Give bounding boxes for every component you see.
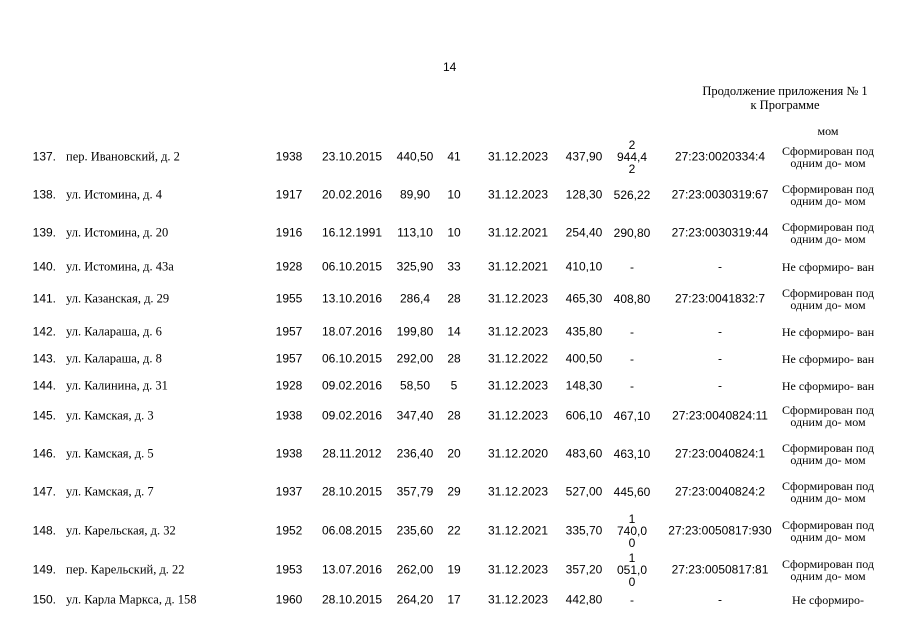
row-land-area: 467,10	[613, 409, 651, 423]
table-row	[0, 372, 905, 399]
row-status: Сформирован под одним до- мом	[781, 286, 875, 312]
row-deadline: 31.12.2021	[487, 225, 549, 240]
row-area-total: 606,10	[565, 408, 603, 423]
row-number: 146.	[32, 446, 56, 461]
row-year: 1938	[275, 149, 303, 164]
row-year: 1957	[275, 324, 303, 338]
row-cadastral-number: -	[718, 259, 722, 273]
row-land-area: 526,22	[613, 188, 651, 202]
table-row	[0, 176, 905, 214]
row-number: 140.	[32, 259, 56, 273]
row-number: 139.	[32, 225, 56, 240]
row-residents: 28	[447, 351, 461, 365]
row-land-area: 290,80	[613, 226, 651, 240]
table-row	[0, 138, 905, 176]
row-area: 440,50	[396, 149, 434, 164]
row-area-total: 410,10	[565, 259, 603, 273]
row-land-area: 1 740,0 0	[616, 512, 648, 550]
row-area-total: 335,70	[565, 523, 603, 538]
row-status: Не сформиро- ван	[781, 351, 875, 366]
row-date: 13.07.2016	[321, 562, 383, 577]
row-land-area: -	[630, 351, 634, 366]
row-year: 1917	[275, 187, 303, 202]
row-deadline: 31.12.2023	[487, 324, 549, 338]
row-date: 28.11.2012	[322, 446, 382, 461]
row-year: 1937	[275, 484, 303, 499]
row-residents: 29	[447, 484, 461, 499]
row-date: 09.02.2016	[321, 378, 383, 392]
row-cadastral-number: 27:23:0040824:11	[672, 408, 768, 423]
row-area-total: 148,30	[565, 378, 603, 392]
row-deadline: 31.12.2022	[487, 351, 549, 365]
row-land-area: -	[630, 378, 634, 393]
row-deadline: 31.12.2023	[487, 592, 549, 607]
row-area-total: 483,60	[565, 446, 603, 461]
row-date: 06.10.2015	[321, 259, 383, 273]
row-area-total: 254,40	[565, 225, 603, 240]
row-address: ул. Карельская, д. 32	[66, 523, 176, 538]
row-year: 1955	[275, 291, 303, 306]
row-residents: 41	[447, 149, 461, 164]
table-row	[0, 435, 905, 473]
row-number: 141.	[32, 291, 56, 306]
row-number: 149.	[32, 562, 56, 577]
row-address: ул. Калараша, д. 6	[66, 324, 162, 338]
row-area-total: 465,30	[565, 291, 603, 306]
table-row	[0, 551, 905, 589]
row-number: 142.	[32, 324, 56, 338]
appendix-caption-line1: Продолжение приложения № 1	[702, 84, 868, 98]
row-deadline: 31.12.2021	[487, 259, 549, 273]
row-deadline: 31.12.2023	[487, 149, 549, 164]
carryover-status-text: мом	[817, 124, 839, 138]
table-row	[0, 214, 905, 252]
row-address: пер. Ивановский, д. 2	[66, 149, 180, 164]
table-row	[0, 318, 905, 345]
row-area: 235,60	[396, 523, 434, 538]
row-area: 113,10	[397, 225, 433, 240]
row-deadline: 31.12.2023	[487, 187, 549, 202]
row-status: Сформирован под одним до- мом	[781, 518, 875, 544]
appendix-caption-line2: к Программе	[750, 98, 820, 112]
row-address: пер. Карельский, д. 22	[66, 562, 185, 577]
table-row	[0, 511, 905, 551]
row-cadastral-number: 27:23:0020334:4	[674, 149, 766, 164]
row-cadastral-number: 27:23:0030319:44	[671, 225, 769, 240]
row-status: Не сформиро- ван	[781, 259, 875, 274]
row-status: Не сформиро- ван	[781, 324, 875, 339]
row-residents: 19	[447, 562, 461, 577]
row-number: 148.	[32, 523, 56, 538]
row-cadastral-number: -	[718, 351, 722, 365]
table-row	[0, 397, 905, 435]
row-residents: 17	[447, 592, 461, 607]
row-address: ул. Истомина, д. 4	[66, 187, 163, 202]
row-residents: 28	[447, 408, 461, 423]
row-land-area: 1 051,0 0	[616, 551, 648, 589]
row-date: 18.07.2016	[321, 324, 383, 338]
row-land-area: -	[630, 259, 634, 274]
row-address: ул. Карла Маркса, д. 158	[66, 592, 197, 607]
row-date: 16.12.1991	[321, 225, 383, 240]
row-area-total: 357,20	[565, 562, 603, 577]
row-status: Сформирован под одним до- мом	[781, 403, 875, 429]
row-area: 58,50	[399, 378, 431, 392]
page-number: 14	[443, 60, 457, 74]
row-area-total: 437,90	[565, 149, 603, 164]
row-cadastral-number: 27:23:0050817:81	[671, 562, 769, 577]
row-land-area: -	[630, 593, 634, 607]
row-year: 1938	[275, 446, 303, 461]
row-address: ул. Истомина, д. 20	[66, 225, 169, 240]
row-number: 150.	[32, 592, 56, 607]
row-status: Не сформиро- ван	[781, 378, 875, 393]
row-year: 1952	[275, 523, 303, 538]
row-address: ул. Калинина, д. 31	[66, 378, 168, 392]
row-land-area: 445,60	[613, 485, 651, 499]
row-deadline: 31.12.2023	[487, 562, 549, 577]
table-row	[0, 253, 905, 280]
row-cadastral-number: -	[718, 324, 722, 338]
row-cadastral-number: 27:23:0040824:1	[674, 446, 766, 461]
row-number: 143.	[32, 351, 56, 365]
row-deadline: 31.12.2020	[487, 446, 549, 461]
row-area: 325,90	[396, 259, 434, 273]
row-year: 1953	[275, 562, 303, 577]
row-status: Сформирован под одним до- мом	[781, 441, 875, 467]
table-row	[0, 590, 905, 610]
row-area: 357,79	[396, 484, 434, 499]
row-land-area: 408,80	[613, 292, 651, 306]
row-date: 23.10.2015	[321, 149, 383, 164]
row-status: Сформирован под одним до- мом	[781, 479, 875, 505]
row-cadastral-number: -	[718, 378, 722, 392]
row-address: ул. Камская, д. 3	[66, 408, 154, 423]
row-year: 1916	[275, 225, 303, 240]
row-deadline: 31.12.2023	[487, 408, 549, 423]
table-row	[0, 473, 905, 511]
row-year: 1928	[275, 259, 303, 273]
row-area-total: 442,80	[565, 592, 603, 607]
row-address: ул. Камская, д. 7	[66, 484, 154, 499]
row-area: 347,40	[396, 408, 434, 423]
row-residents: 28	[447, 291, 461, 306]
row-area-total: 435,80	[565, 324, 603, 338]
row-residents: 22	[447, 523, 461, 538]
row-number: 137.	[32, 149, 56, 164]
table-row	[0, 345, 905, 372]
row-area: 262,00	[396, 562, 434, 577]
row-year: 1957	[275, 351, 303, 365]
row-residents: 10	[447, 225, 461, 240]
row-cadastral-number: -	[718, 592, 722, 607]
row-date: 09.02.2016	[321, 408, 383, 423]
row-residents: 33	[447, 259, 461, 273]
row-area: 264,20	[396, 592, 434, 607]
table-row	[0, 280, 905, 318]
row-year: 1960	[275, 592, 303, 607]
row-deadline: 31.12.2023	[487, 378, 549, 392]
row-address: ул. Камская, д. 5	[66, 446, 154, 461]
row-date: 13.10.2016	[321, 291, 383, 306]
row-date: 20.02.2016	[321, 187, 383, 202]
row-area: 199,80	[396, 324, 434, 338]
row-area-total: 527,00	[565, 484, 603, 499]
row-status: Сформирован под одним до- мом	[781, 557, 875, 583]
row-area-total: 400,50	[565, 351, 603, 365]
row-cadastral-number: 27:23:0050817:930	[668, 523, 772, 538]
row-deadline: 31.12.2023	[487, 291, 549, 306]
row-year: 1928	[275, 378, 303, 392]
row-address: ул. Казанская, д. 29	[66, 291, 170, 306]
row-area: 286,4	[399, 291, 431, 306]
row-date: 28.10.2015	[321, 592, 383, 607]
row-address: ул. Истомина, д. 43а	[66, 259, 174, 273]
row-area: 236,40	[396, 446, 434, 461]
row-residents: 10	[447, 187, 461, 202]
row-land-area: 463,10	[613, 447, 651, 461]
row-deadline: 31.12.2021	[487, 523, 549, 538]
row-land-area: 2 944,4 2	[616, 138, 648, 176]
row-cadastral-number: 27:23:0030319:67	[671, 187, 769, 202]
row-status: Сформирован под одним до- мом	[781, 144, 875, 170]
row-date: 28.10.2015	[321, 484, 383, 499]
row-status: Сформирован под одним до- мом	[781, 220, 875, 246]
row-land-area: -	[630, 324, 634, 339]
row-date: 06.10.2015	[321, 351, 383, 365]
row-residents: 20	[447, 446, 461, 461]
row-area-total: 128,30	[565, 187, 603, 202]
row-number: 147.	[32, 484, 56, 499]
row-address: ул. Калараша, д. 8	[66, 351, 162, 365]
row-residents: 14	[447, 324, 461, 338]
row-number: 144.	[32, 378, 56, 392]
row-number: 138.	[32, 187, 56, 202]
row-status: Сформирован под одним до- мом	[781, 182, 875, 208]
row-deadline: 31.12.2023	[487, 484, 549, 499]
row-number: 145.	[32, 408, 56, 423]
row-residents: 5	[450, 378, 458, 392]
row-area: 89,90	[399, 187, 431, 202]
row-year: 1938	[275, 408, 303, 423]
row-cadastral-number: 27:23:0040824:2	[674, 484, 766, 499]
row-area: 292,00	[396, 351, 434, 365]
row-status: Не сформиро-	[791, 593, 865, 607]
row-date: 06.08.2015	[321, 523, 383, 538]
row-cadastral-number: 27:23:0041832:7	[674, 291, 766, 306]
